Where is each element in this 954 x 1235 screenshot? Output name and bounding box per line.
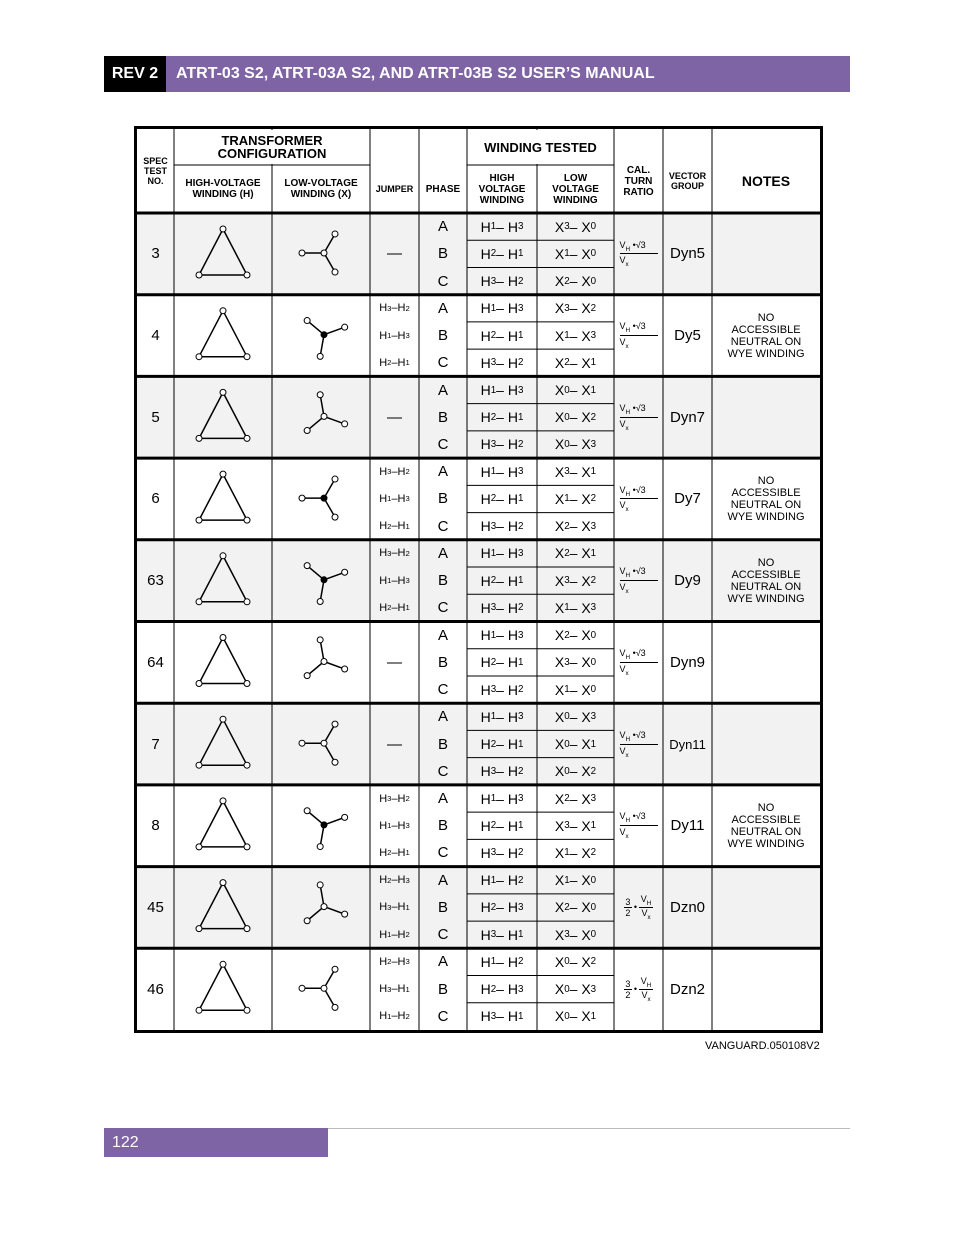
header-spec: SPEC TEST NO. [143,156,168,186]
row-note [712,867,820,949]
row-note: NO ACCESSIBLE NEUTRAL ON WYE WINDING [727,311,805,360]
revision-label: REV 2 [104,56,166,92]
jumper-pair: H 3 –H 2 [379,465,410,478]
high-voltage-pair: H 1 – H 3 [480,545,524,562]
cal-turn-ratio: $V_H$ •√3 $V_x$ [614,213,663,295]
spec-test-no: 3 [151,245,160,263]
phase-label: A [437,626,448,644]
high-voltage-pair: H 3 – H 2 [480,681,524,698]
hv-delta-diagram [196,308,250,360]
low-voltage-pair: X 1 – X 2 [554,844,597,861]
lv-winding-diagram [304,318,348,360]
high-voltage-pair: H 1 – H 3 [480,627,524,644]
low-voltage-pair: X 3 – X 1 [554,817,597,834]
phase-label: A [437,299,448,317]
cal-turn-ratio: $V_H$ •√3 $V_x$ [614,785,663,867]
row-note: NO ACCESSIBLE NEUTRAL ON WYE WINDING [727,801,805,850]
phase-label: C [437,435,449,453]
low-voltage-pair: X 3 – X 0 [554,926,597,943]
high-voltage-pair: H 3 – H 2 [480,273,524,290]
header-cal: CAL. TURN RATIO [623,164,654,198]
high-voltage-pair: H 1 – H 2 [480,953,524,970]
phase-label: C [437,1007,449,1025]
header-phase: PHASE [425,183,461,195]
low-voltage-pair: X 0 – X 2 [554,409,597,426]
row-note: NO ACCESSIBLE NEUTRAL ON WYE WINDING [727,474,805,523]
phase-label: C [437,926,449,944]
high-voltage-pair: H 3 – H 2 [480,844,524,861]
low-voltage-pair: X 3 – X 2 [554,300,597,317]
phase-label: A [437,953,448,971]
header-jumper: JUMPER [375,184,414,194]
low-voltage-pair: X 0 – X 1 [554,1008,597,1025]
row-note [712,622,820,704]
low-voltage-pair: X 0 – X 2 [554,763,597,780]
phase-label: B [437,898,448,916]
low-voltage-pair: X 1 – X 0 [554,872,597,889]
high-voltage-pair: H 1 – H 3 [480,463,524,480]
row-note: NO ACCESSIBLE NEUTRAL ON WYE WINDING [727,556,805,605]
jumper-pair: H 1 –H 3 [379,329,410,342]
low-voltage-pair: X 1 – X 3 [554,327,597,344]
phase-label: B [437,408,448,426]
phase-label: A [437,871,448,889]
spec-test-no: 6 [151,490,160,508]
low-voltage-pair: X 1 – X 3 [554,599,597,616]
header-lv: LOW-VOLTAGE WINDING (X) [284,178,358,200]
high-voltage-pair: H 2 – H 3 [480,981,524,998]
lv-winding-diagram [299,476,338,520]
lv-winding-diagram [304,637,348,679]
vector-group: Dy7 [674,490,701,508]
high-voltage-pair: H 3 – H 2 [480,354,524,371]
cal-turn-ratio: $V_H$ •√3 $V_x$ [614,295,663,377]
spec-test-no: 4 [151,327,160,345]
high-voltage-pair: H 1 – H 3 [480,218,524,235]
row-note [712,703,820,785]
jumper-pair: H 1 –H 2 [379,928,410,941]
phase-label: A [437,544,448,562]
jumper-pair: H 2 –H 1 [379,356,410,369]
high-voltage-pair: H 2 – H 1 [480,572,524,589]
phase-label: A [437,381,448,399]
spec-test-no: 46 [147,980,164,998]
spec-test-no: 63 [147,572,164,590]
row-note [712,948,820,1030]
low-voltage-pair: X 0 – X 3 [554,436,597,453]
low-voltage-pair: X 1 – X 0 [554,245,597,262]
spec-test-no: 7 [151,735,160,753]
phase-label: C [437,354,449,372]
high-voltage-pair: H 3 – H 2 [480,436,524,453]
high-voltage-pair: H 1 – H 3 [480,790,524,807]
header-winding-tested: WINDING TESTED [484,139,597,155]
high-voltage-pair: H 1 – H 3 [480,382,524,398]
high-voltage-pair: H 1 – H 3 [480,300,524,317]
jumper-pair: H 1 –H 3 [379,492,410,505]
high-voltage-pair: H 2 – H 3 [480,899,524,916]
low-voltage-pair: X 0 – X 3 [554,708,597,725]
high-voltage-pair: H 2 – H 1 [480,245,524,262]
low-voltage-pair: X 3 – X 0 [554,218,597,235]
high-voltage-pair: H 1 – H 2 [480,872,524,889]
footer-rule [328,1128,850,1129]
low-voltage-pair: X 3 – X 0 [554,654,597,671]
page-header [104,56,850,92]
high-voltage-pair: H 2 – H 1 [480,736,524,753]
jumper-pair: H 3 –H 2 [379,547,410,560]
lv-winding-diagram [304,808,348,850]
vector-group: Dzn0 [669,898,706,916]
high-voltage-pair: H 1 – H 3 [480,708,524,725]
phase-label: A [437,790,448,807]
cal-turn-ratio: $V_H$ •√3 $V_x$ [614,458,663,540]
manual-title: ATRT-03 S2, ATRT-03A S2, AND ATRT-03B S2 USER’S MANUAL [166,56,850,92]
vector-group: Dyn7 [669,408,706,426]
jumper-pair: H 2 –H 1 [379,601,410,614]
high-voltage-pair: H 2 – H 1 [480,654,524,671]
cal-turn-ratio: 3 2 • $V_H$ $V_x$ [625,894,652,921]
phase-label: C [437,762,449,780]
phase-label: B [437,653,448,671]
spec-test-no: 64 [147,653,164,671]
high-voltage-pair: H 3 – H 2 [480,518,524,535]
cal-turn-ratio: $V_H$ •√3 $V_x$ [614,376,663,458]
row-note [712,376,820,458]
phase-label: B [437,735,448,753]
cal-turn-ratio: $V_H$ •√3 $V_x$ [614,540,663,622]
jumper-none: — [387,735,402,753]
high-voltage-pair: H 2 – H 1 [480,817,524,834]
low-voltage-pair: X 2 – X 0 [554,273,597,290]
row-note [712,213,820,295]
header-low: LOW VOLTAGE WINDING [552,172,599,206]
vector-group: Dyn5 [669,245,706,263]
low-voltage-pair: X 2 – X 3 [554,518,597,535]
jumper-pair: H 2 –H 1 [379,846,410,859]
phase-label: C [437,844,449,862]
page-number: 122 [104,1128,328,1157]
jumper-pair: H 2 –H 1 [379,520,410,533]
jumper-pair: H 1 –H 2 [379,1010,410,1023]
high-voltage-pair: H 2 – H 1 [480,409,524,426]
low-voltage-pair: X 0 – X 1 [554,736,597,753]
vector-group: Dyn9 [669,653,706,671]
cal-turn-ratio: $V_H$ •√3 $V_x$ [614,703,663,785]
high-voltage-pair: H 2 – H 1 [480,490,524,507]
vector-group: Dy9 [674,572,701,590]
hv-delta-diagram [196,471,250,523]
hv-delta-diagram [196,961,250,1013]
high-voltage-pair: H 3 – H 1 [480,926,524,943]
low-voltage-pair: X 2 – X 3 [554,790,597,807]
header-vector: VECTOR GROUP [668,171,707,191]
jumper-pair: H 2 –H 3 [379,955,410,968]
low-voltage-pair: X 2 – X 0 [554,899,597,916]
phase-label: A [437,708,448,726]
low-voltage-pair: X 0 – X 3 [554,981,597,998]
high-voltage-pair: H 2 – H 1 [480,327,524,344]
header-hv: HIGH-VOLTAGE WINDING (H) [185,178,261,200]
cal-turn-ratio: $V_H$ •√3 $V_x$ [614,622,663,704]
vector-group: Dy5 [674,327,701,345]
phase-label: A [437,218,448,236]
jumper-pair: H 1 –H 3 [379,574,410,587]
hv-delta-diagram [196,635,250,687]
spec-test-no: 8 [151,817,160,835]
vector-group: Dy11 [670,817,705,835]
phase-label: C [437,681,449,699]
phase-label: C [437,517,449,535]
transformer-table [134,126,823,1033]
low-voltage-pair: X 3 – X 2 [554,572,597,589]
jumper-pair: H 3 –H 1 [379,901,410,914]
spec-test-no: 45 [147,898,164,916]
low-voltage-pair: X 1 – X 0 [554,681,597,698]
low-voltage-pair: X 2 – X 1 [554,545,597,562]
vector-group: Dyn11 [669,736,706,752]
header-transformer: TRANSFORMER CONFIGURATION [217,133,327,161]
phase-label: B [437,980,448,998]
hv-delta-diagram [196,798,250,850]
low-voltage-pair: X 0 – X 2 [554,953,597,970]
phase-label: C [437,272,449,290]
phase-label: A [437,463,448,481]
jumper-pair: H 3 –H 1 [379,983,410,996]
phase-label: C [437,599,449,617]
jumper-none: — [387,653,402,671]
low-voltage-pair: X 1 – X 2 [554,490,597,507]
vector-group: Dzn2 [669,980,706,998]
low-voltage-pair: X 3 – X 1 [554,463,597,480]
phase-label: B [437,327,448,345]
phase-label: B [437,245,448,263]
jumper-none: — [387,408,402,426]
high-voltage-pair: H 3 – H 2 [480,763,524,780]
jumper-pair: H 3 –H 2 [379,792,410,805]
header-notes: NOTES [741,173,791,189]
cal-turn-ratio: 3 2 • $V_H$ $V_x$ [625,975,652,1003]
header-high: HIGH VOLTAGE WINDING [478,172,526,206]
high-voltage-pair: H 3 – H 2 [480,599,524,616]
high-voltage-pair: H 3 – H 1 [480,1008,524,1025]
low-voltage-pair: X 2 – X 0 [554,627,597,644]
low-voltage-pair: X 2 – X 1 [554,354,597,371]
phase-label: B [437,572,448,590]
spec-test-no: 5 [151,408,160,426]
jumper-none: — [387,245,402,263]
jumper-pair: H 2 –H 3 [379,874,410,887]
low-voltage-pair: X 0 – X 1 [554,382,597,398]
lv-winding-diagram [299,966,338,1010]
phase-label: B [437,490,448,508]
phase-label: B [437,817,448,835]
jumper-pair: H 1 –H 3 [379,819,410,832]
jumper-pair: H 3 –H 2 [379,302,410,315]
drawing-reference: VANGUARD.050108V2 [705,1040,820,1052]
